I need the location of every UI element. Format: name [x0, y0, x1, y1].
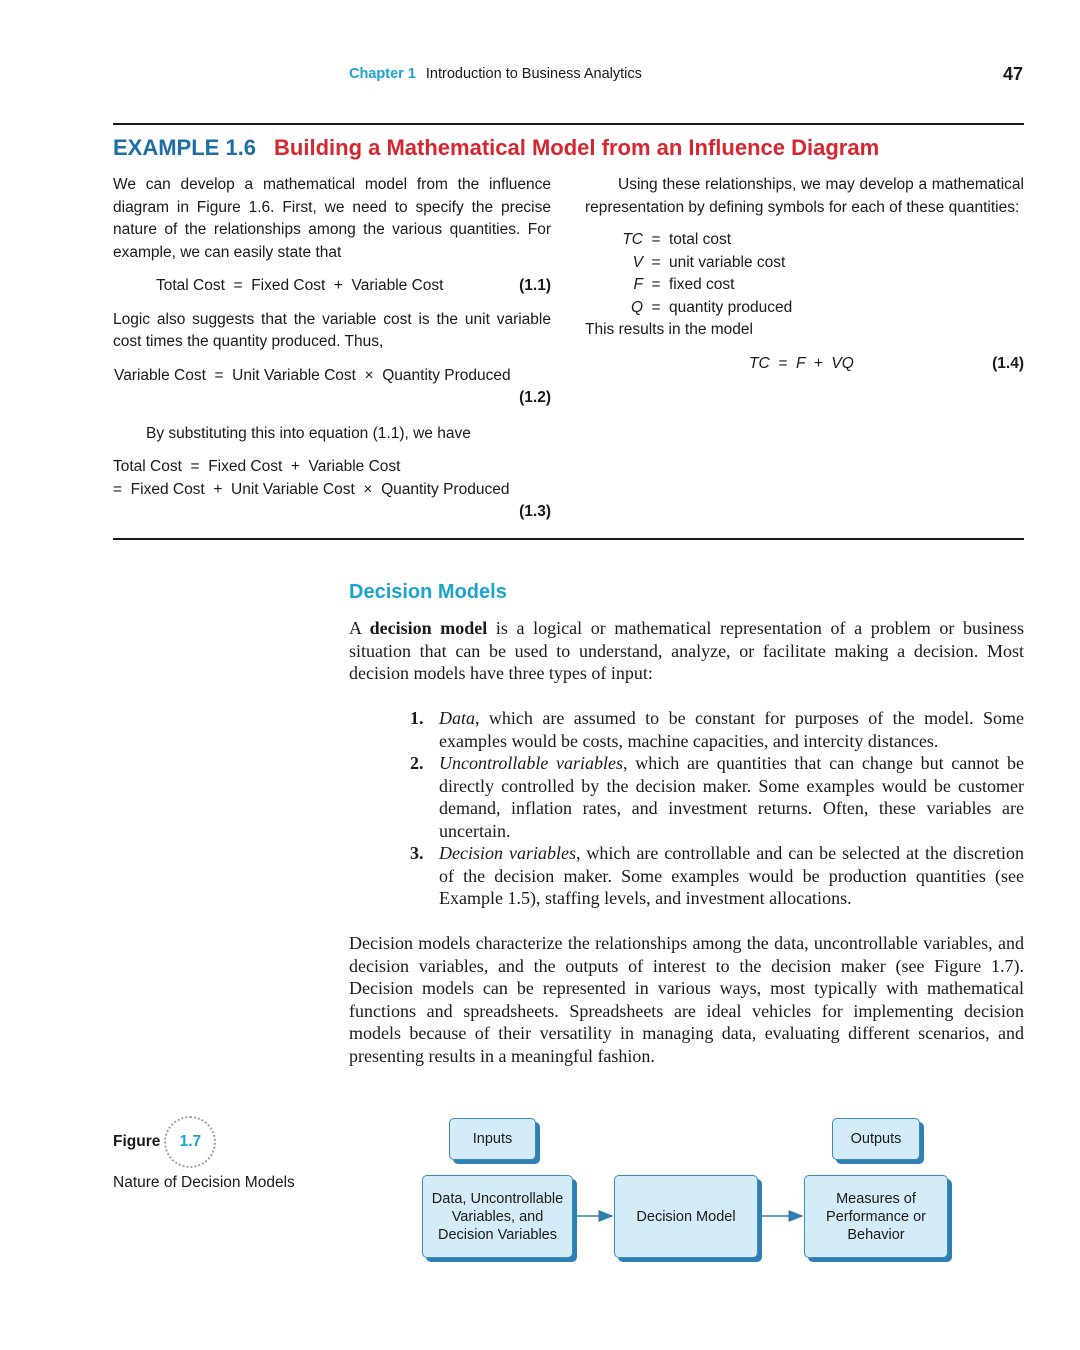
list-number: 3.: [410, 843, 424, 863]
text-run: A: [349, 618, 370, 638]
figure-caption: Nature of Decision Models: [113, 1174, 295, 1191]
key-term: decision model: [369, 618, 488, 638]
definition-symbol: F: [633, 276, 643, 293]
decision-model-box: Decision Model: [614, 1175, 758, 1258]
example-label: EXAMPLE 1.6: [113, 135, 257, 160]
equals-sign: =: [651, 231, 661, 248]
list-term: Uncontrollable variables: [439, 753, 624, 773]
definition-meaning: quantity produced: [669, 298, 793, 316]
equation-text: TC = F + VQ: [749, 354, 854, 372]
example-paragraph: Using these relationships, we may develop a mathematical representation by defining symbols for each of these quantities:: [585, 176, 1024, 216]
definition-meaning: total cost: [669, 231, 732, 248]
equation-text: = Fixed Cost + Unit Variable Cost × Quantity Produced: [113, 480, 510, 498]
figure-number-badge: 1.7: [164, 1116, 216, 1168]
definition-meaning: fixed cost: [669, 276, 735, 293]
section-heading: Decision Models: [349, 581, 507, 603]
example-paragraph: We can develop a mathematical model from the influence diagram in Figure 1.6. First, we need to specify the precise nature of the relationships among the various quantities. For example, we can easily state that: [113, 176, 551, 261]
list-term: Data: [439, 708, 475, 728]
input-variables-box: Data, Uncontrollable Variables, and Decision Variables: [422, 1175, 573, 1258]
definition-symbol: V: [632, 253, 643, 271]
list-number: 1.: [410, 708, 424, 728]
measures-box: Measures of Performance or Behavior: [804, 1175, 948, 1258]
equation-text: Total Cost = Fixed Cost + Variable Cost: [156, 277, 444, 294]
equals-sign: =: [651, 298, 661, 316]
chapter-label: Chapter 1: [349, 66, 416, 82]
list-text: , which are assumed to be constant for purposes of the model. Some examples would be costs, machine capacities, and intercity distances.: [439, 708, 1024, 751]
equation-number: (1.2): [519, 389, 551, 406]
list-text: , which are quantities that can change but cannot be directly controlled by the decision maker. Some examples would be customer demand, inflation rates, and investment returns. Often, these variables are uncertain.: [439, 753, 1024, 841]
body-paragraph: Decision models characterize the relationships among the data, uncontrollable variables, and decision variables, and the outputs of interest to the decision maker (see Figure 1.7). Decision models can be represented in various ways, most typically with mathematical functions and spreadsheets. Spreadsheets are ideal vehicles for implementing decision models because of their versatility in managing data, evaluating different scenarios, and presenting results in a meaningful fashion.: [349, 933, 1024, 1066]
example-paragraph: This results in the model: [585, 321, 753, 338]
equation-number: (1.4): [992, 354, 1024, 372]
outputs-box: Outputs: [832, 1118, 920, 1160]
equals-sign: =: [651, 276, 661, 293]
example-paragraph: Logic also suggests that the variable cost is the unit variable cost times the quantity produced. Thus,: [113, 310, 551, 350]
equation-number: (1.1): [519, 277, 551, 294]
list-text: , which are controllable and can be selected at the discretion of the decision maker. Some examples would be production quantities (see Example 1.5), staffing levels, and investment allocations.: [439, 843, 1024, 908]
equation-number: (1.3): [519, 503, 551, 520]
example-paragraph: By substituting this into equation (1.1), we have: [146, 424, 471, 442]
list-term: Decision variables: [439, 843, 576, 863]
definition-symbol: TC: [622, 231, 643, 248]
equation-text: Total Cost = Fixed Cost + Variable Cost: [113, 458, 401, 475]
example-heading: Building a Mathematical Model from an Influence Diagram: [274, 135, 880, 160]
definition-symbol: Q: [630, 298, 643, 316]
page-number: 47: [1002, 64, 1023, 84]
figure-word: Figure: [113, 1133, 161, 1150]
inputs-box: Inputs: [449, 1118, 536, 1160]
chapter-title: Introduction to Business Analytics: [425, 66, 642, 82]
text-run: is a logical or mathematical representation of a problem or business situation that can be used to understand, analyze, or facilitate making a decision. Most decision models have three types of input:: [349, 618, 1024, 683]
equals-sign: =: [651, 253, 661, 271]
definition-meaning: unit variable cost: [669, 253, 786, 271]
equation-text: Variable Cost = Unit Variable Cost × Quantity Produced: [114, 366, 511, 384]
list-number: 2.: [410, 753, 424, 773]
